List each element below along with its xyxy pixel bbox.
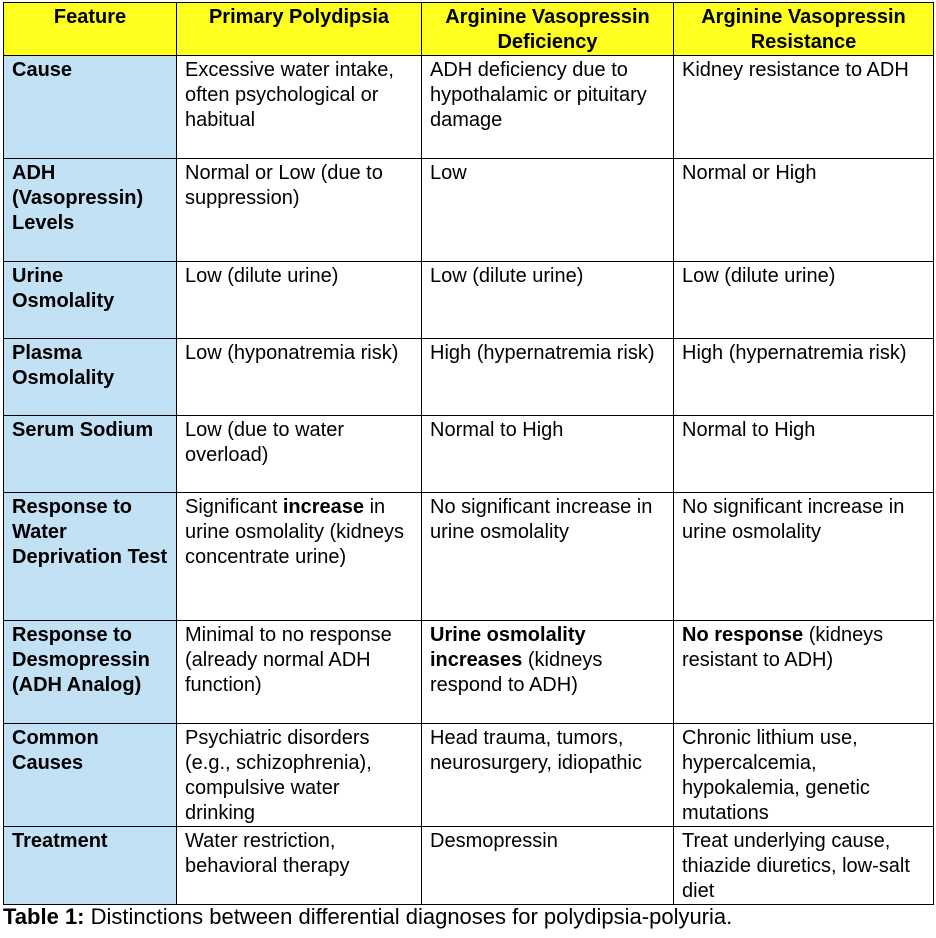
table-cell bbox=[177, 493, 422, 621]
row-label: Urine Osmolality bbox=[4, 262, 177, 339]
table-cell: ADH deficiency due to hypothalamic or pituitary damage bbox=[422, 56, 674, 159]
table-cell: No significant increase in urine osmolality bbox=[674, 493, 934, 621]
row-label: Plasma Osmolality bbox=[4, 339, 177, 416]
table-cell: Low (dilute urine) bbox=[674, 262, 934, 339]
header-avp-deficiency: Arginine Vasopressin Deficiency bbox=[422, 3, 674, 56]
table-cell: Desmopressin bbox=[422, 827, 674, 905]
header-avp-resistance: Arginine Vasopressin Resistance bbox=[674, 3, 934, 56]
table-cell: No significant increase in urine osmolality bbox=[422, 493, 674, 621]
table-cell: Head trauma, tumors, neurosurgery, idiopathic bbox=[422, 724, 674, 827]
table-caption bbox=[3, 902, 933, 932]
row-label: Serum Sodium bbox=[4, 416, 177, 493]
cell-text: (kidneys resistant to ADH) bbox=[682, 624, 884, 671]
caption-text: Distinctions between differential diagnoses for polydipsia-polyuria. bbox=[84, 904, 733, 929]
table-cell: Psychiatric disorders (e.g., schizophrenia), compulsive water drinking bbox=[177, 724, 422, 827]
table-row bbox=[4, 493, 934, 621]
row-label: Cause bbox=[4, 56, 177, 159]
table-row bbox=[4, 56, 934, 159]
comparison-table bbox=[3, 2, 934, 905]
table-cell: Low (due to water overload) bbox=[177, 416, 422, 493]
table-cell: Kidney resistance to ADH bbox=[674, 56, 934, 159]
table-cell: Normal or Low (due to suppression) bbox=[177, 159, 422, 262]
emphasis-text: No response bbox=[682, 624, 804, 646]
table-cell: Low bbox=[422, 159, 674, 262]
row-label: Response to Water Deprivation Test bbox=[4, 493, 177, 621]
table-cell: Treat underlying cause, thiazide diuretics, low-salt diet bbox=[674, 827, 934, 905]
table-row bbox=[4, 416, 934, 493]
table-row bbox=[4, 621, 934, 724]
table-cell: Low (hyponatremia risk) bbox=[177, 339, 422, 416]
cell-text: (kidneys respond to ADH) bbox=[430, 649, 603, 696]
table-cell: Normal to High bbox=[422, 416, 674, 493]
table-cell: High (hypernatremia risk) bbox=[422, 339, 674, 416]
header-primary-polydipsia: Primary Polydipsia bbox=[177, 3, 422, 56]
row-label: ADH (Vasopressin) Levels bbox=[4, 159, 177, 262]
table-cell: Excessive water intake, often psychological or habitual bbox=[177, 56, 422, 159]
row-label: Treatment bbox=[4, 827, 177, 905]
table-cell bbox=[422, 621, 674, 724]
row-label: Response to Desmopressin (ADH Analog) bbox=[4, 621, 177, 724]
table-header-row bbox=[4, 3, 934, 56]
table-cell: Normal or High bbox=[674, 159, 934, 262]
table-cell: Low (dilute urine) bbox=[177, 262, 422, 339]
table-cell: Minimal to no response (already normal ADH function) bbox=[177, 621, 422, 724]
table-row bbox=[4, 339, 934, 416]
table-row bbox=[4, 827, 934, 905]
table-cell: Chronic lithium use, hypercalcemia, hypokalemia, genetic mutations bbox=[674, 724, 934, 827]
table-cell: Normal to High bbox=[674, 416, 934, 493]
table-row bbox=[4, 724, 934, 827]
table-row bbox=[4, 159, 934, 262]
row-label: Common Causes bbox=[4, 724, 177, 827]
table-row bbox=[4, 262, 934, 339]
emphasis-text: Urine osmolality increases bbox=[430, 624, 586, 671]
cell-text: in urine osmolality (kidneys concentrate urine) bbox=[185, 496, 404, 568]
table-cell: High (hypernatremia risk) bbox=[674, 339, 934, 416]
table-cell: Low (dilute urine) bbox=[422, 262, 674, 339]
table-cell: Water restriction, behavioral therapy bbox=[177, 827, 422, 905]
cell-text: Significant bbox=[185, 496, 283, 518]
emphasis-text: increase bbox=[282, 496, 365, 518]
caption-label: Table 1: bbox=[3, 904, 85, 929]
table-cell bbox=[674, 621, 934, 724]
header-feature: Feature bbox=[4, 3, 177, 56]
